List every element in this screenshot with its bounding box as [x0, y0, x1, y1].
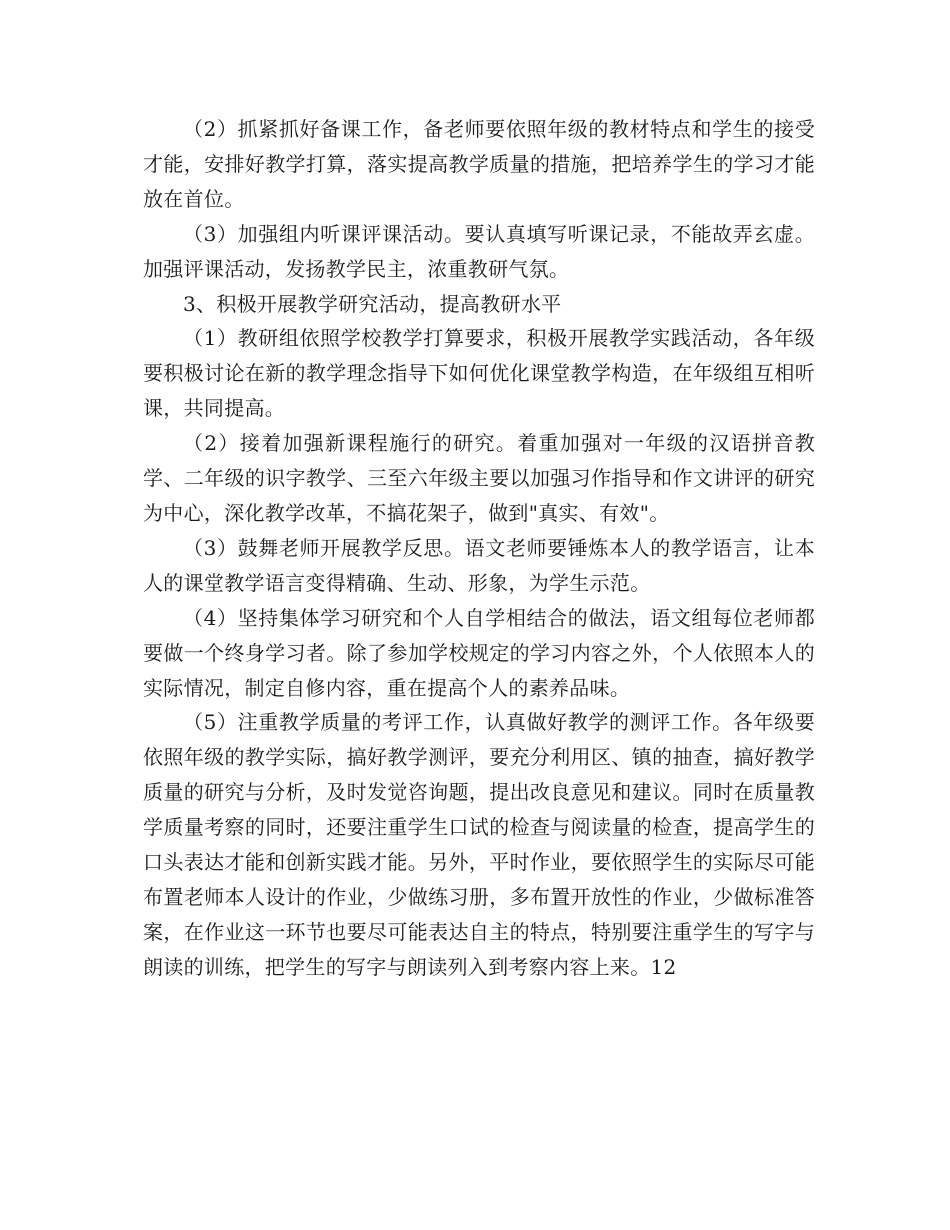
- document-page: [143, 112, 815, 985]
- paragraph-prepare-lessons: （2）抓紧抓好备课工作，备老师要依照年级的教材特点和学生的接受才能，安排好教学打算，落实提高教学质量的措施，把培养学生的学习才能放在首位。: [143, 117, 815, 211]
- paragraph-collective-learning: （4）坚持集体学习研究和个人自学相结合的做法，语文组每位老师都要做一个终身学习者。除了参加学校规定的学习内容之外，个人依照本人的实际情况，制定自修内容，重在提高个人的素养品味。: [143, 605, 815, 700]
- paragraph-research-group: （1）教研组依照学校教学打算要求，积极开展教学实践活动，各年级要积极讨论在新的教学理念指导下如何优化课堂教学构造，在年级组互相听课，共同提高。: [143, 326, 815, 421]
- paragraph-quality-assessment: （5）注重教学质量的考评工作，认真做好教学的测评工作。各年级要依照年级的教学实际，搞好教学测评，要充分利用区、镇的抽查，搞好教学质量的研究与分析，及时发觉咨询题，提出改良意见和建议。同时在质量教学质量考察的同时，还要注重学生口试的检查与阅读量的检查，提高学生的口头表达才能和创新实践才能。另外，平时作业，要依照学生的实际尽可能布置老师本人设计的作业，少做练习册，多布置开放性的作业，少做标准答案，在作业这一环节也要尽可能表达自主的特点，特别要注重学生的写字与朗读的训练，把学生的写字与朗读列入到考察内容上来。12: [143, 710, 815, 979]
- section-heading-teaching-research: 3、积极开展教学研究活动，提高教研水平: [183, 291, 562, 316]
- paragraph-teaching-reflection: （3）鼓舞老师开展教学反思。语文老师要锤炼本人的教学语言，让本人的课堂教学语言变得精确、生动、形象，为学生示范。: [143, 535, 815, 595]
- paragraph-new-curriculum: （2）接着加强新课程施行的研究。着重加强对一年级的汉语拼音教学、二年级的识字教学、三至六年级主要以加强习作指导和作文讲评的研究为中心，深化教学改革，不搞花架子，做到"真实、有效"。: [143, 431, 815, 525]
- paragraph-lesson-observation: （3）加强组内听课评课活动。要认真填写听课记录，不能故弄玄虚。加强评课活动，发扬教学民主，浓重教研气氛。: [143, 221, 815, 281]
